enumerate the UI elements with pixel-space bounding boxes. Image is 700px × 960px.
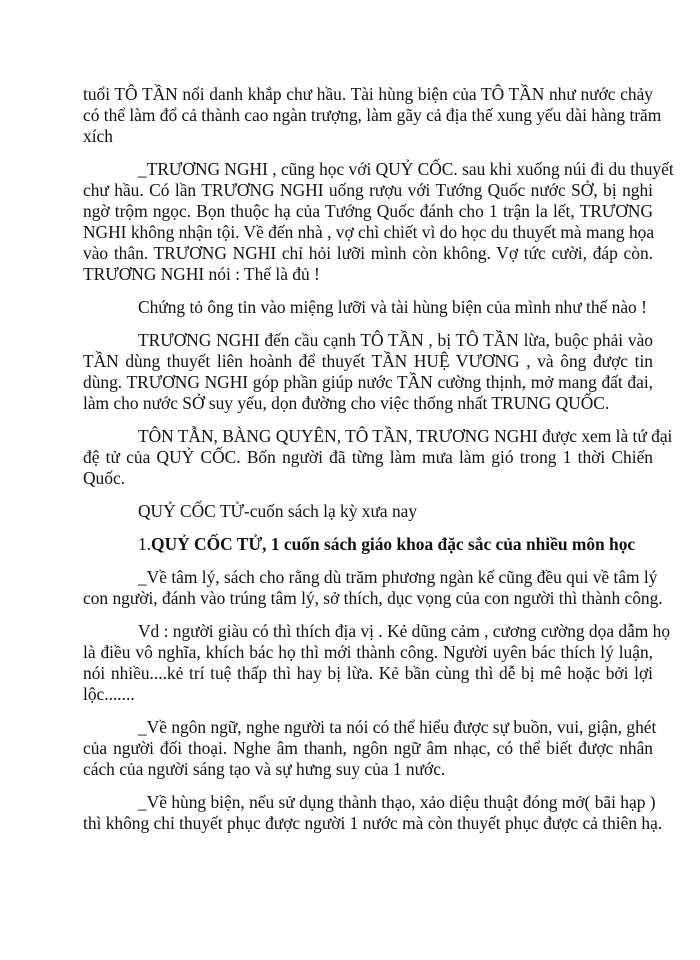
section-heading [83, 534, 653, 555]
text-line: đệ tử của QUỶ CỐC. Bốn người đã từng làm mưa làm gió trong 1 thời Chiến [83, 447, 653, 467]
text-line: cách của người sáng tạo và sự hưng suy của 1 nước. [83, 759, 446, 779]
text-line: QUỶ CỐC TỬ-cuốn sách lạ kỳ xưa nay [138, 501, 418, 521]
text-line: _Về ngôn ngữ, nghe người ta nói có thể hiểu được sự buồn, vui, giận, ghét [138, 717, 657, 737]
text-line: NGHI không nhận tội. Về đến nhà , vợ chì chiết vì do học du thuyết mà mang họa [83, 222, 655, 242]
paragraph [83, 159, 674, 285]
text-line: tuổi TÔ TẦN nổi danh khắp chư hầu. Tài hùng biện của TÔ TẦN như nước chảy [83, 84, 653, 104]
text-line: là điều vô nghĩa, khích bác họ thì mới thành công. Người uyên bác thích lý luận, [83, 642, 653, 662]
paragraph [83, 84, 662, 147]
text-line [83, 534, 653, 555]
text-line: vào thân. TRƯƠNG NGHI chỉ hỏi lưỡi mình còn không. Vợ tức cười, đáp còn. [83, 243, 653, 263]
text-line: lộc....... [83, 684, 135, 704]
text-line: có thể làm đổ cả thành cao ngàn trượng, làm gãy cả địa thế xung yếu dài hàng trăm [83, 105, 662, 125]
text-line: chư hầu. Có lần TRƯƠNG NGHI uống rượu với Tướng Quốc nước SỞ, bị nghi [83, 180, 653, 200]
paragraph [83, 621, 671, 705]
text-line: xích [83, 126, 113, 146]
paragraph [83, 717, 657, 780]
text-line: Vd : người giàu có thì thích địa vị . Kẻ dũng cảm , cương cường dọa dẫm họ [138, 621, 671, 641]
paragraph [83, 330, 653, 414]
text-line: TẦN dùng thuyết liên hoành để thuyết TẦN HUỆ VƯƠNG , và ông được tin [83, 351, 653, 371]
text-line: của người đối thoại. Nghe âm thanh, ngôn ngữ âm nhạc, có thể biết được nhân [83, 738, 653, 758]
paragraph [83, 501, 653, 522]
text-line: nói nhiều....kẻ trí tuệ thấp thì hay bị lừa. Kẻ bần cùng thì dễ bị mê hoặc bởi lợi [83, 663, 653, 683]
paragraph [83, 426, 673, 489]
text-line: ngờ trộm ngọc. Bọn thuộc hạ của Tướng Quốc đánh cho 1 trận la lết, TRƯƠNG [83, 201, 653, 221]
text-line: con người, đánh vào trúng tâm lý, sở thích, dục vọng của con người thì thành công. [83, 588, 663, 608]
paragraph [83, 792, 663, 834]
text-line: TRƯƠNG NGHI nói : Thế là đủ ! [83, 264, 320, 284]
text-line: dùng. TRƯƠNG NGHI góp phần giúp nước TẦN cường thịnh, mở mang đất đai, [83, 372, 653, 392]
text-line: Chứng tỏ ông tin vào miệng lưỡi và tài hùng biện của mình như thế nào ! [138, 297, 647, 317]
text-line: _TRƯƠNG NGHI , cũng học với QUỶ CỐC. sau khi xuống núi đi du thuyết [138, 159, 674, 179]
text-line: thì không chỉ thuyết phục được người 1 nước mà còn thuyết phục được cả thiên hạ. [83, 813, 663, 833]
text-line: _Về tâm lý, sách cho rằng dù trăm phương ngàn kế cũng đều qui về tâm lý [138, 567, 658, 587]
text-line: Quốc. [83, 468, 126, 488]
paragraph [83, 297, 653, 318]
heading-number: 1. [138, 534, 152, 554]
text-line: TRƯƠNG NGHI đến cầu cạnh TÔ TẦN , bị TÔ TẦN lừa, buộc phải vào [138, 330, 653, 350]
text-line: làm cho nước SỞ suy yếu, dọn đường cho việc thống nhất TRUNG QUỐC. [83, 393, 610, 413]
heading-text: QUỶ CỐC TỬ, 1 cuốn sách giáo khoa đặc sắc của nhiều môn học [151, 534, 636, 554]
document-page [83, 84, 674, 846]
text-line: TÔN TẪN, BÀNG QUYÊN, TÔ TẦN, TRƯƠNG NGHI được xem là tứ đại [138, 426, 673, 446]
paragraph [83, 567, 663, 609]
text-line: _Về hùng biện, nếu sử dụng thành thạo, xảo diệu thuật đóng mở( bãi hạp ) [138, 792, 656, 812]
